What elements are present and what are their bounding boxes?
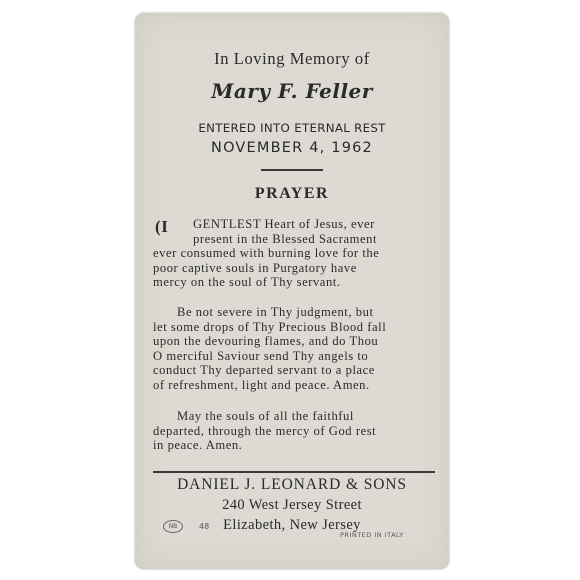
- entered-rest-line: ENTERED INTO ETERNAL REST: [198, 121, 386, 135]
- card-number: 48: [199, 522, 210, 531]
- deceased-name: Mary F. Feller: [211, 79, 373, 103]
- prayer-line: GENTLEST Heart of Jesus, ever: [193, 217, 375, 231]
- prayer-line: in peace. Amen.: [153, 438, 243, 453]
- prayer-line: of refreshment, light and peace. Amen.: [153, 377, 370, 392]
- death-date: NOVEMBER 4, 1962: [211, 140, 373, 156]
- prayer-line: conduct Thy departed servant to a place: [153, 363, 375, 378]
- memorial-card: [135, 13, 449, 569]
- divider-short: [261, 169, 323, 171]
- prayer-line: May the souls of all the faithful: [177, 409, 354, 423]
- prayer-paragraph-1: [153, 217, 437, 290]
- prayer-line: Be not severe in Thy judgment, but: [177, 305, 374, 319]
- prayer-line: departed, through the mercy of God rest: [153, 423, 377, 438]
- prayer-line: upon the devouring flames, and do Thou: [153, 334, 379, 349]
- printed-in-label: PRINTED IN ITALY: [340, 531, 404, 539]
- drop-cap-initial: (I: [155, 217, 169, 236]
- memorial-line: In Loving Memory of: [214, 49, 370, 68]
- prayer-title: PRAYER: [254, 185, 330, 202]
- divider-long: [153, 471, 435, 473]
- funeral-home-city: Elizabeth, New Jersey: [223, 517, 361, 533]
- prayer-line: ever consumed with burning love for the: [153, 246, 380, 261]
- funeral-home-street: 240 West Jersey Street: [222, 497, 362, 513]
- prayer-line: O merciful Saviour send Thy angels to: [153, 348, 369, 363]
- publisher-emblem-icon: NB: [163, 520, 183, 533]
- prayer-line: present in the Blessed Sacrament: [193, 231, 378, 246]
- prayer-paragraph-2: [153, 305, 437, 393]
- prayer-paragraph-3: [153, 409, 437, 453]
- funeral-home-name: DANIEL J. LEONARD & SONS: [177, 476, 407, 493]
- prayer-line: poor captive souls in Purgatory have: [153, 260, 357, 275]
- prayer-line: let some drops of Thy Precious Blood fall: [153, 319, 387, 334]
- prayer-line: mercy on the soul of Thy servant.: [153, 275, 341, 290]
